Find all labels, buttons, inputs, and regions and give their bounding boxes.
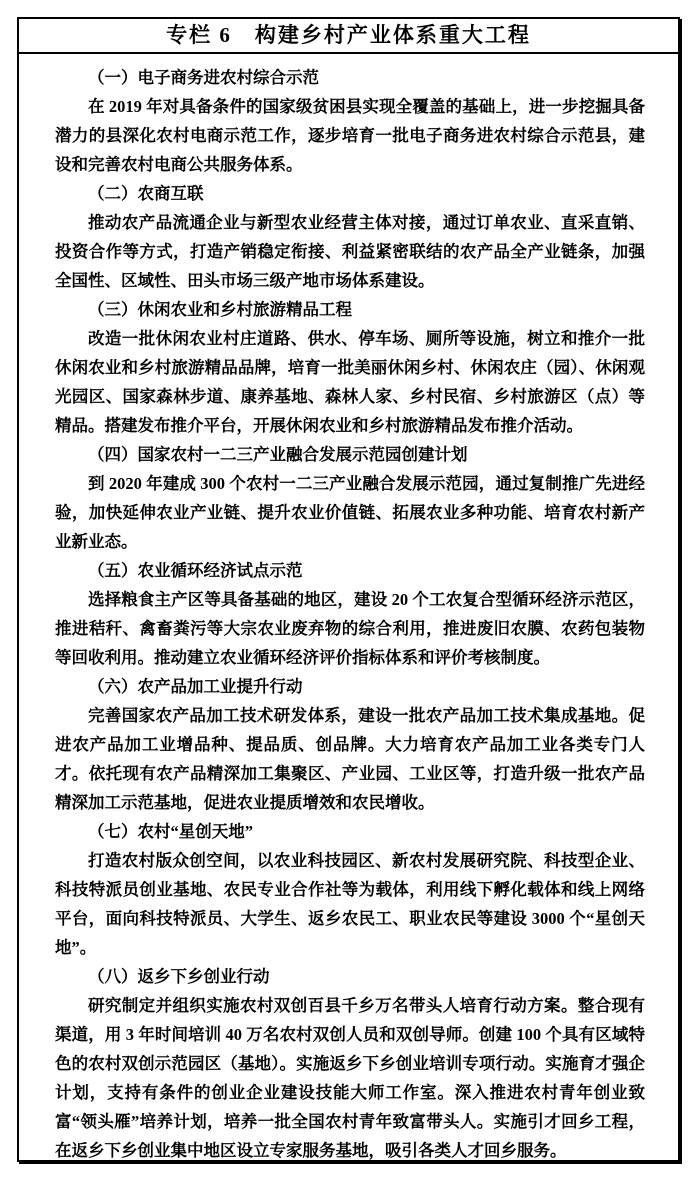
- section-3-leisure-agriculture: [55, 295, 645, 440]
- section-heading: （七）农村“星创天地”: [88, 822, 253, 841]
- box-title: 专栏 6 构建乡村产业体系重大工程: [19, 19, 678, 54]
- section-1-ecommerce: [55, 63, 645, 179]
- section-paragraph: 选择粮食主产区等具备基础的地区，建设 20 个工农复合型循环经济示范区，推进秸秆、禽畜粪污等大宗农业废弃物的综合利用，推进废旧农膜、农药包装物等回收利用。推动建立农业循环经济评价指标体系和评价考核制度。: [55, 590, 645, 667]
- section-6-agri-processing: [55, 672, 645, 817]
- section-heading: （四）国家农村一二三产业融合发展示范园创建计划: [88, 445, 468, 464]
- section-heading: （八）返乡下乡创业行动: [88, 967, 270, 986]
- section-paragraph: 在 2019 年对具备条件的国家级贫困县实现全覆盖的基础上，进一步挖掘具备潜力的县深化农村电商示范工作，逐步培育一批电子商务进农村综合示范县，建设和完善农村电商公共服务体系。: [55, 97, 645, 174]
- section-paragraph: 到 2020 年建成 300 个农村一二三产业融合发展示范园，通过复制推广先进经验，加快延伸农业产业链、提升农业价值链、拓展农业多种功能、培育农村新产业新业态。: [55, 474, 645, 551]
- section-paragraph: 打造农村版众创空间，以农业科技园区、新农村发展研究院、科技型企业、科技特派员创业基地、农民专业合作社等为载体，利用线下孵化载体和线上网络平台，面向科技特派员、大学生、返乡农民工、职业农民等建设 3000 个“星创天地”。: [55, 851, 645, 957]
- section-heading: （三）休闲农业和乡村旅游精品工程: [88, 300, 352, 319]
- section-paragraph: 研究制定并组织实施农村双创百县千乡万名带头人培育行动方案。整合现有渠道，用 3 年时间培训 40 万名农村双创人员和双创导师。创建 100 个具有区域特色的农村双创示范园区（基地）。实施返乡下乡创业培训专项行动。实施育才强企计划，支持有条件的创业企业建设技能大师工作室。深入推进农村青年创业致富“领头雁”培养计划，培养一批全国农村青年致富带头人。实施引才回乡工程，在返乡下乡创业集中地区设立专家服务基地，吸引各类人才回乡服务。: [55, 996, 645, 1160]
- section-paragraph: 改造一批休闲农业村庄道路、供水、停车场、厕所等设施，树立和推介一批休闲农业和乡村旅游精品品牌，培育一批美丽休闲乡村、休闲农庄（园）、休闲观光园区、国家森林步道、康养基地、森林人家、乡村民宿、乡村旅游区（点）等精品。搭建发布推介平台，开展休闲农业和乡村旅游精品发布推介活动。: [55, 329, 645, 435]
- policy-box: [17, 17, 680, 1162]
- section-heading: （五）农业循环经济试点示范: [88, 561, 303, 580]
- section-8-return-home-entrepreneurship: [55, 962, 645, 1162]
- section-2-agri-commerce-link: [55, 179, 645, 295]
- section-paragraph: 完善国家农产品加工技术研发体系，建设一批农产品加工技术集成基地。促进农产品加工业增品种、提品质、创品牌。大力培育农产品加工业各类专门人才。依托现有农产品精深加工集聚区、产业园、工业区等，打造升级一批农产品精深加工示范基地，促进农业提质增效和农民增收。: [55, 706, 645, 812]
- section-paragraph: 推动农产品流通企业与新型农业经营主体对接，通过订单农业、直采直销、投资合作等方式，打造产销稳定衔接、利益紧密联结的农产品全产业链条，加强全国性、区域性、田头市场三级产地市场体系建设。: [55, 213, 645, 290]
- box-body: [19, 54, 678, 1162]
- section-heading: （一）电子商务进农村综合示范: [88, 68, 319, 87]
- section-5-circular-economy: [55, 556, 645, 672]
- section-4-industry-fusion-parks: [55, 440, 645, 556]
- section-7-star-innovation-space: [55, 817, 645, 962]
- section-heading: （六）农产品加工业提升行动: [88, 677, 303, 696]
- section-heading: （二）农商互联: [88, 184, 204, 203]
